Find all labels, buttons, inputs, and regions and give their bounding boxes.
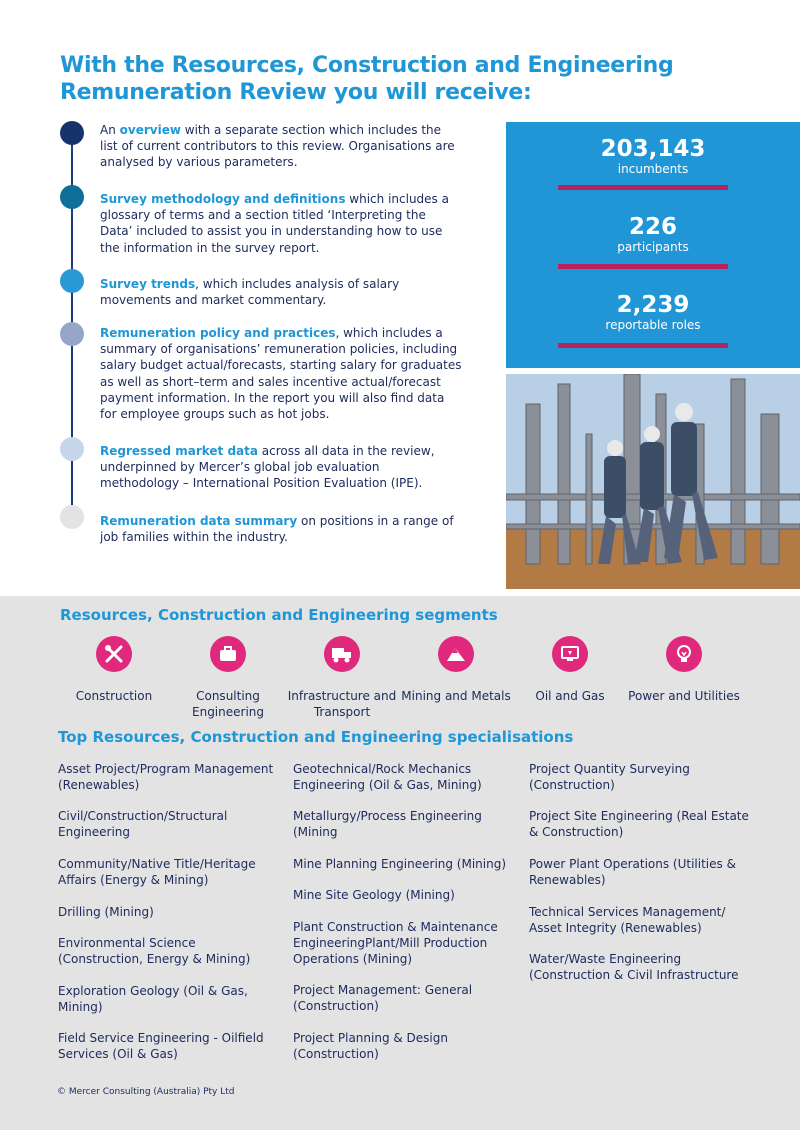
list-item: Water/Waste Engineering (Construction & Civil Infrastructure bbox=[529, 952, 739, 982]
stat-divider bbox=[558, 264, 728, 269]
list-item: Geotechnical/Rock Mechanics Engineering (Oil & Gas, Mining) bbox=[293, 762, 482, 792]
briefcase-icon bbox=[210, 636, 246, 672]
list-item: Asset Project/Program Management (Renewables) bbox=[58, 762, 274, 792]
monitor-icon bbox=[552, 636, 588, 672]
list-item: Mine Planning Engineering (Mining) bbox=[293, 857, 507, 871]
stat-roles: 2,239 reportable roles bbox=[605, 292, 701, 332]
timeline-item-overview: An overview with a separate section which includes the list of current contributors to this review. Organisations are analysed by various parameters. bbox=[100, 123, 455, 170]
list-item: Exploration Geology (Oil & Gas, Mining) bbox=[58, 984, 248, 1014]
timeline-item-regressed: Regressed market data across all data in the review, underpinned by Mercer’s global job evaluation methodology – International Position Evaluation (IPE). bbox=[100, 444, 435, 491]
truck-icon bbox=[324, 636, 360, 672]
timeline-item-policy: Remuneration policy and practices, which includes a summary of organisations’ remuneration policies, including salary budget actual/forecasts, starting salary for graduates as well as short–term and sales incentive actual/forecast payment information. In the report you will also find data for employee groups such as hot jobs. bbox=[100, 326, 462, 422]
list-item: Project Quantity Surveying (Construction) bbox=[529, 762, 690, 792]
list-item: Environmental Science (Construction, Energy & Mining) bbox=[58, 936, 251, 966]
timeline-dot bbox=[60, 269, 84, 293]
stat-participants: 226 participants bbox=[617, 214, 689, 254]
timeline-item-trends: Survey trends, which includes analysis of salary movements and market commentary. bbox=[100, 277, 400, 308]
segments-title: Resources, Construction and Engineering segments bbox=[60, 606, 498, 624]
industrial-workers-photo bbox=[506, 374, 800, 589]
mountain-icon bbox=[438, 636, 474, 672]
list-item: Technical Services Management/ Asset Integrity (Renewables) bbox=[529, 905, 726, 935]
timeline-dot bbox=[60, 185, 84, 209]
timeline-dot bbox=[60, 121, 84, 145]
list-item: Plant Construction & Maintenance EngineeringPlant/Mill Production Operations (Mining) bbox=[293, 920, 498, 966]
segment-infrastructure-transport: Infrastructure and Transport bbox=[282, 636, 402, 720]
segment-construction: Construction bbox=[54, 636, 174, 704]
list-item: Project Planning & Design (Construction) bbox=[293, 1031, 448, 1061]
list-item: Mine Site Geology (Mining) bbox=[293, 888, 455, 902]
timeline-dot bbox=[60, 322, 84, 346]
list-item: Power Plant Operations (Utilities & Renewables) bbox=[529, 857, 736, 887]
refinery-illustration bbox=[506, 374, 800, 589]
timeline-item-summary: Remuneration data summary on positions in a range of job families within the industry. bbox=[100, 514, 454, 545]
lightbulb-icon bbox=[666, 636, 702, 672]
list-item: Civil/Construction/Structural Engineering bbox=[58, 809, 228, 839]
timeline-dot bbox=[60, 437, 84, 461]
stats-panel bbox=[506, 122, 800, 368]
segment-mining-metals: Mining and Metals bbox=[396, 636, 516, 704]
segment-consulting-engineering: Consulting Engineering bbox=[168, 636, 288, 720]
timeline-item-methodology: Survey methodology and definitions which includes a glossary of terms and a section titled ‘Interpreting the Data’ included to assist you in understanding how to use the information in the survey report. bbox=[100, 192, 449, 255]
list-item: Community/Native Title/Heritage Affairs (Energy & Mining) bbox=[58, 857, 256, 887]
stat-divider bbox=[558, 185, 728, 190]
stat-divider bbox=[558, 343, 728, 348]
list-item: Project Management: General (Construction) bbox=[293, 983, 473, 1013]
timeline-dot bbox=[60, 505, 84, 529]
tools-icon bbox=[96, 636, 132, 672]
list-item: Metallurgy/Process Engineering (Mining bbox=[293, 809, 482, 839]
specialisations-title: Top Resources, Construction and Engineering specialisations bbox=[58, 728, 574, 746]
segment-power-utilities: Power and Utilities bbox=[624, 636, 744, 704]
page-heading: With the Resources, Construction and Engineering Remuneration Review you will receive: bbox=[60, 53, 674, 105]
segment-oil-gas: Oil and Gas bbox=[510, 636, 630, 704]
stat-incumbents: 203,143 incumbents bbox=[600, 136, 706, 176]
copyright-footer: © Mercer Consulting (Australia) Pty Ltd bbox=[57, 1087, 235, 1097]
list-item: Project Site Engineering (Real Estate & Construction) bbox=[529, 809, 749, 839]
list-item: Field Service Engineering - Oilfield Services (Oil & Gas) bbox=[58, 1031, 264, 1061]
list-item: Drilling (Mining) bbox=[58, 905, 154, 919]
